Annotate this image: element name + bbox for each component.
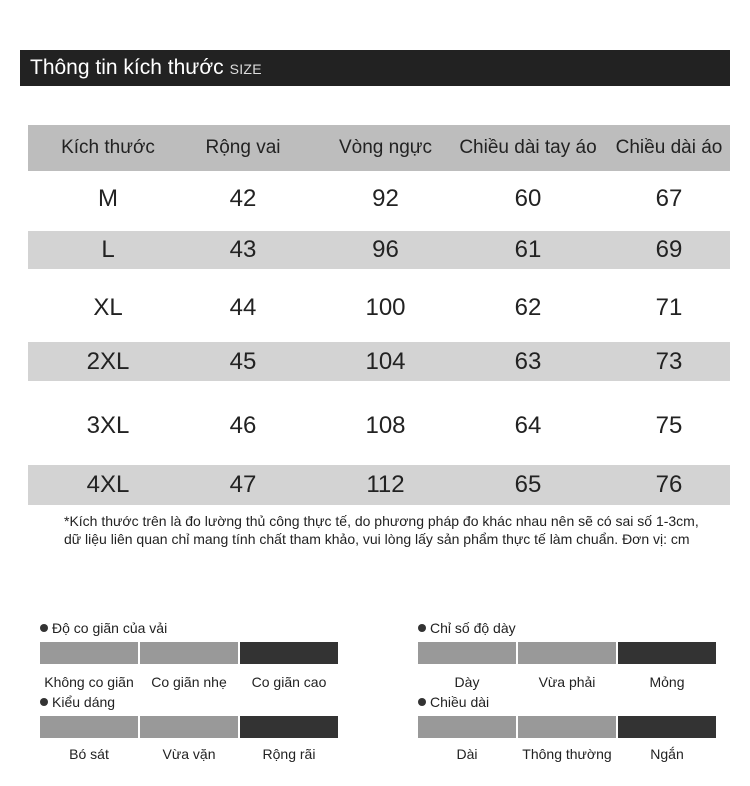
length-group xyxy=(418,692,716,766)
elasticity-group xyxy=(40,618,338,694)
length-bar-1 xyxy=(418,716,516,738)
cell-sleeve-length: 62 xyxy=(514,294,542,321)
elasticity-bar-3-selected xyxy=(240,642,338,664)
length-bar-2 xyxy=(518,716,616,738)
cell-size: L xyxy=(101,236,115,263)
cell-shirt-length: 76 xyxy=(655,471,683,498)
header-shoulder: Rộng vai xyxy=(205,137,281,158)
fit-option-3: Rộng rãi xyxy=(262,746,316,762)
elasticity-bar-2 xyxy=(140,642,238,664)
fit-bar-2 xyxy=(140,716,238,738)
fit-option-1: Bó sát xyxy=(69,746,109,762)
thickness-bar-2 xyxy=(518,642,616,664)
length-bar-3-selected xyxy=(618,716,716,738)
length-option-3: Ngắn xyxy=(650,746,684,762)
fit-option-2: Vừa vặn xyxy=(162,746,216,762)
cell-sleeve-length: 63 xyxy=(514,347,542,375)
cell-chest: 112 xyxy=(366,471,405,498)
cell-shoulder: 43 xyxy=(229,236,257,263)
table-row xyxy=(28,231,730,269)
cell-shoulder: 47 xyxy=(229,471,257,498)
cell-size: 3XL xyxy=(86,412,130,439)
table-row xyxy=(28,387,730,465)
header-sleeve-length: Chiều dài tay áo xyxy=(459,137,597,158)
fit-bar-1 xyxy=(40,716,138,738)
cell-shoulder: 44 xyxy=(229,294,257,321)
length-labels xyxy=(418,746,716,766)
thickness-option-3: Mỏng xyxy=(649,674,685,690)
thickness-option-1: Dày xyxy=(454,674,480,690)
cell-sleeve-length: 61 xyxy=(514,236,542,263)
cell-chest: 104 xyxy=(365,347,406,375)
cell-shoulder: 42 xyxy=(229,185,257,212)
cell-shoulder: 46 xyxy=(229,412,257,439)
cell-chest: 108 xyxy=(365,412,406,439)
thickness-bars xyxy=(418,642,716,664)
title-main: Thông tin kích thước xyxy=(30,56,224,79)
cell-size: 2XL xyxy=(86,347,130,375)
bullet-icon xyxy=(418,624,426,632)
cell-shirt-length: 75 xyxy=(655,412,683,439)
cell-shoulder: 45 xyxy=(229,347,257,375)
cell-sleeve-length: 64 xyxy=(514,412,542,439)
cell-size: 4XL xyxy=(86,471,130,498)
cell-shirt-length: 67 xyxy=(655,185,683,212)
cell-size: M xyxy=(98,185,118,212)
length-option-1: Dài xyxy=(456,746,478,762)
elasticity-bars xyxy=(40,642,338,664)
title-sub: SIZE xyxy=(229,61,262,77)
fit-labels xyxy=(40,746,338,766)
cell-size: XL xyxy=(93,294,123,321)
title-bar xyxy=(20,50,730,86)
cell-chest: 96 xyxy=(372,236,399,263)
thickness-group xyxy=(418,618,716,694)
header-chest: Vòng ngực xyxy=(338,137,432,158)
size-table xyxy=(28,125,730,505)
fit-title: Kiểu dáng xyxy=(40,692,338,712)
elasticity-bar-1 xyxy=(40,642,138,664)
bullet-icon xyxy=(40,624,48,632)
measurement-note: *Kích thước trên là đo lường thủ công thực tế, do phương pháp đo khác nhau nên sẽ có sai số 1-3cm, dữ liệu liên quan chỉ mang tính chất tham khảo, vui lòng lấy sản phẩm thực tế làm chuẩn. Đơn vị: cm xyxy=(64,513,699,547)
table-row xyxy=(28,175,730,223)
elasticity-option-1: Không co giãn xyxy=(44,674,134,690)
length-title: Chiều dài xyxy=(418,692,716,712)
cell-shirt-length: 69 xyxy=(655,236,683,263)
cell-sleeve-length: 60 xyxy=(514,185,542,212)
length-bars xyxy=(418,716,716,738)
page-title xyxy=(30,54,262,83)
elasticity-labels xyxy=(40,674,338,694)
fit-bars xyxy=(40,716,338,738)
cell-shirt-length: 73 xyxy=(655,347,683,375)
table-row xyxy=(28,342,730,381)
fit-bar-3-selected xyxy=(240,716,338,738)
thickness-bar-1 xyxy=(418,642,516,664)
header-size: Kích thước xyxy=(61,137,155,158)
elasticity-option-3: Co giãn cao xyxy=(251,674,327,690)
thickness-bar-3-selected xyxy=(618,642,716,664)
fit-group xyxy=(40,692,338,766)
header-shirt-length: Chiều dài áo xyxy=(615,137,723,158)
table-row xyxy=(28,279,730,337)
thickness-option-2: Vừa phải xyxy=(538,674,596,690)
cell-chest: 92 xyxy=(372,185,399,212)
table-row xyxy=(28,465,730,505)
bullet-icon xyxy=(40,698,48,706)
thickness-labels xyxy=(418,674,716,694)
cell-chest: 100 xyxy=(365,294,406,321)
elasticity-option-2: Co giãn nhẹ xyxy=(151,674,227,690)
cell-sleeve-length: 65 xyxy=(514,471,542,498)
table-header-row xyxy=(28,125,730,171)
bullet-icon xyxy=(418,698,426,706)
cell-shirt-length: 71 xyxy=(655,294,683,321)
thickness-title: Chỉ số độ dày xyxy=(418,618,716,638)
elasticity-title: Độ co giãn của vải xyxy=(40,618,338,638)
length-option-2: Thông thường xyxy=(522,746,612,762)
